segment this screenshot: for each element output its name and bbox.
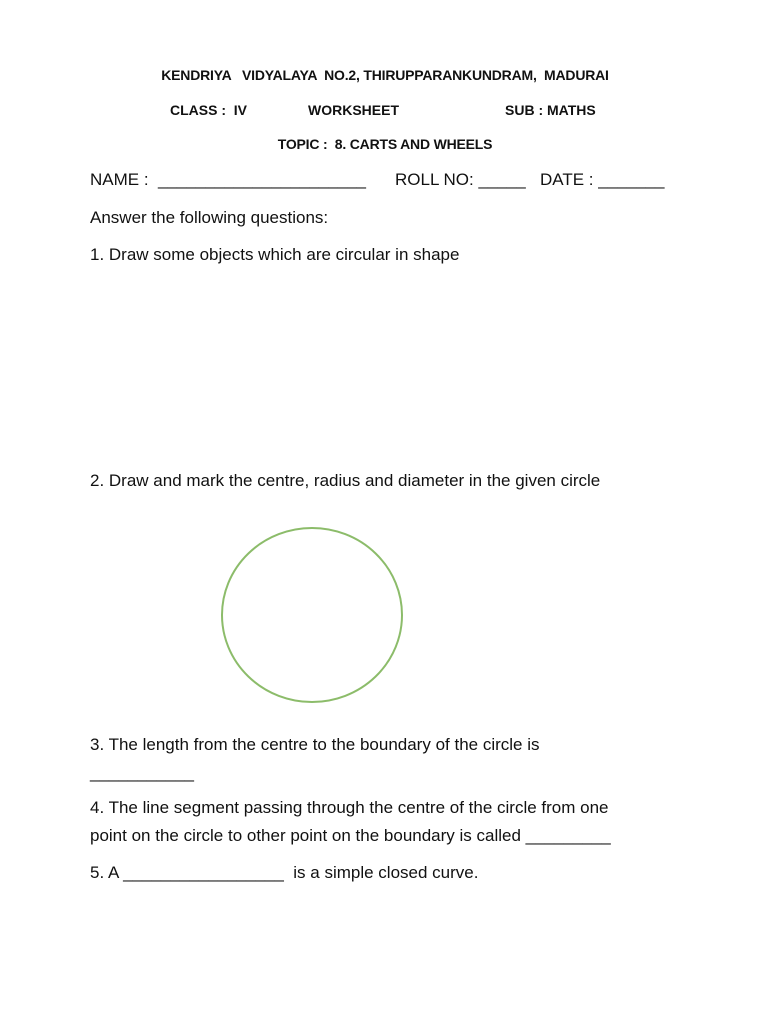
question-3: 3. The length from the centre to the boundary of the circle is <box>90 735 540 754</box>
question-3-blank: ___________ <box>90 763 195 782</box>
circle-icon <box>219 525 405 705</box>
question-4-line-1: 4. The line segment passing through the centre of the circle from one <box>90 798 609 817</box>
topic-title: TOPIC : 8. CARTS AND WHEELS <box>277 136 493 152</box>
class-label: CLASS : IV <box>170 102 248 118</box>
worksheet-label: WORKSHEET <box>308 102 399 118</box>
question-4-line-2: point on the circle to other point on the boundary is called _________ <box>90 826 611 845</box>
roll-no-field: ROLL NO: _____ <box>395 170 526 189</box>
given-circle-svg <box>219 525 405 705</box>
subject-label: SUB : MATHS <box>505 102 596 118</box>
given-circle <box>222 528 402 702</box>
date-field: DATE : _______ <box>540 170 665 189</box>
instructions: Answer the following questions: <box>90 208 329 227</box>
name-field: NAME : ______________________ <box>90 170 367 189</box>
school-title: KENDRIYA VIDYALAYA NO.2, THIRUPPARANKUNDRAM, MADURAI <box>161 67 609 83</box>
question-1: 1. Draw some objects which are circular in shape <box>90 245 460 264</box>
question-2: 2. Draw and mark the centre, radius and diameter in the given circle <box>90 471 601 490</box>
question-5: 5. A _________________ is a simple closed curve. <box>90 863 479 882</box>
